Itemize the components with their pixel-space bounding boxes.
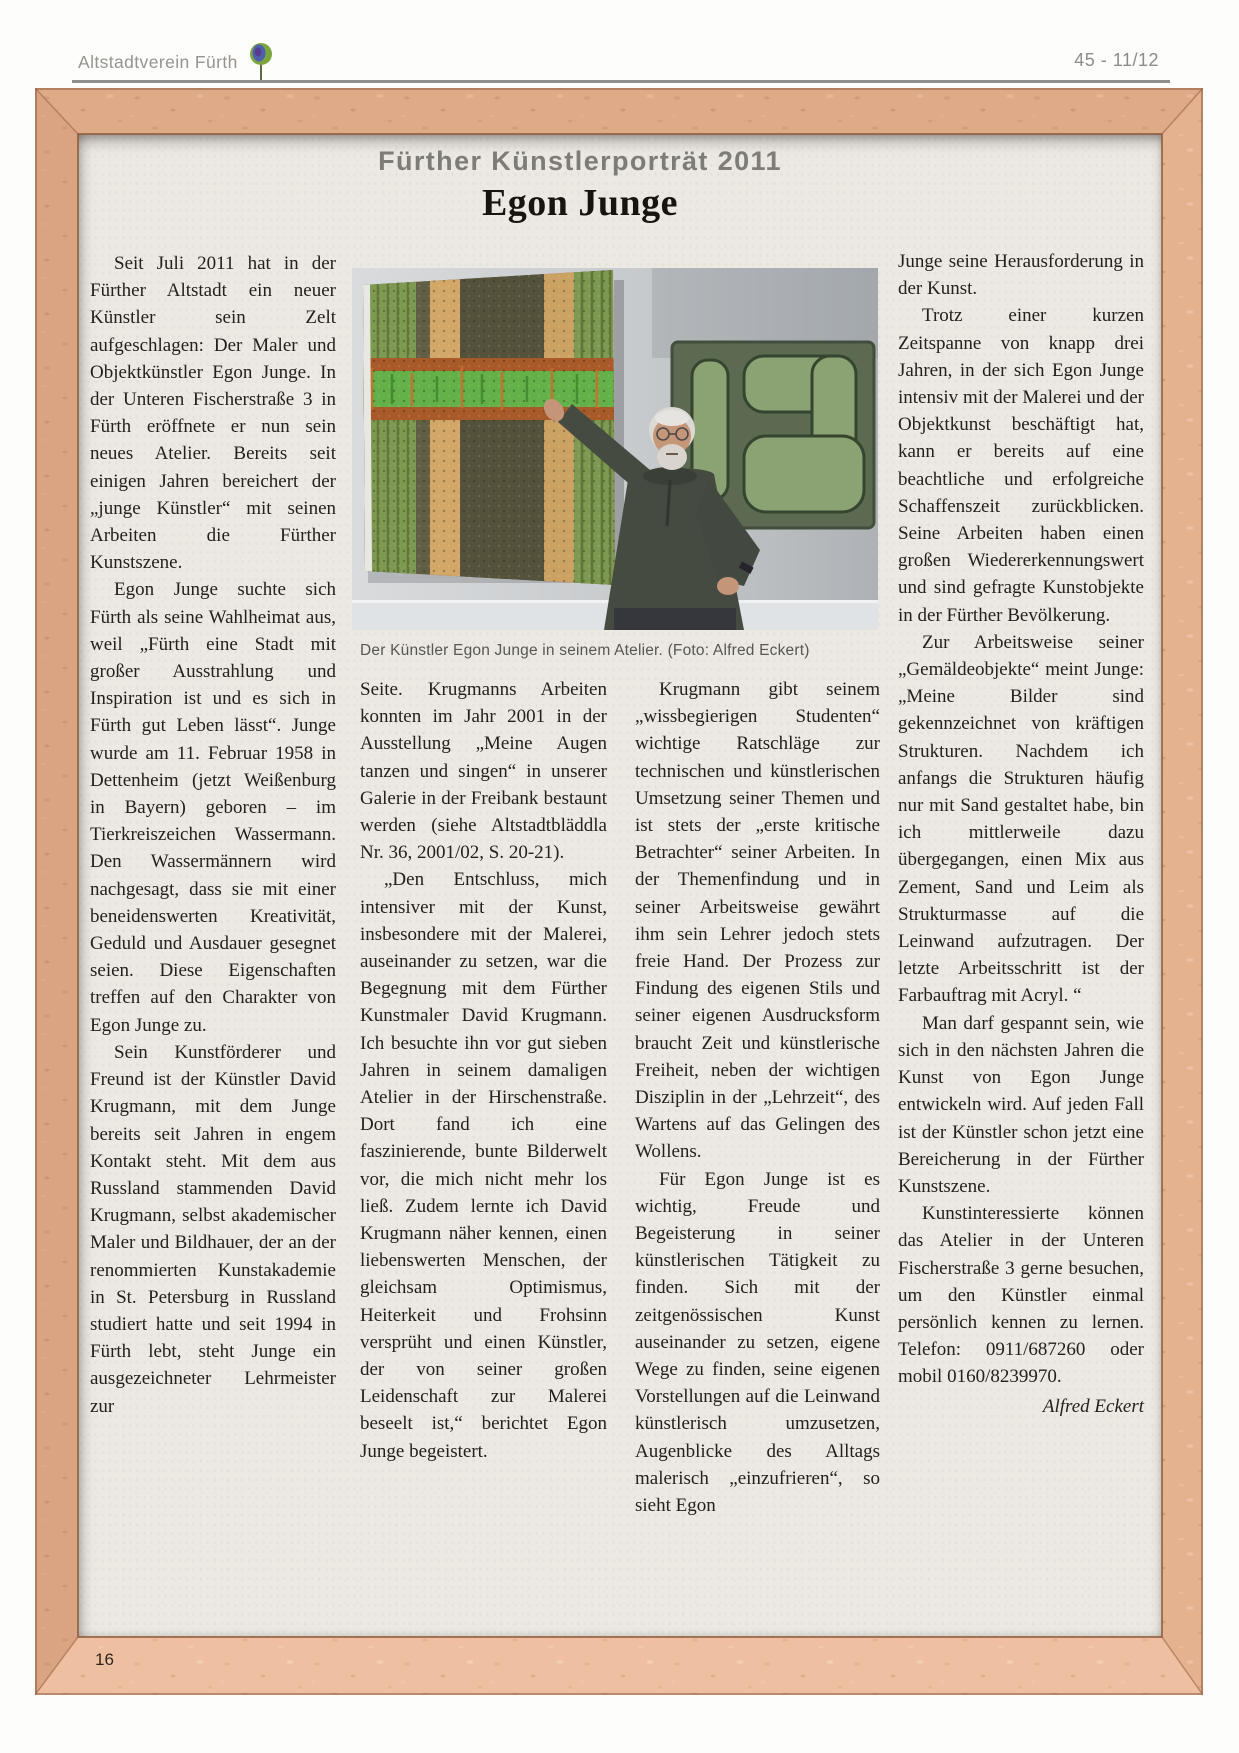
page-number: 16 [95,1650,114,1669]
article-kicker: Fürther Künstlerporträt 2011 [378,146,782,176]
column-4-paragraphs [898,248,1144,1391]
paragraph: Seite. Krugmanns Arbeiten konnten im Jahr 2001 in der Ausstellung „Meine Augen tanzen und singen“ in unserer Galerie in der Freibank bestaunt werden (siehe Altstadtbläddla Nr. 36, 2001/02, S. 20-21). [360,679,607,864]
paragraph: Trotz einer kurzen Zeitspanne von knapp drei Jahren, in der sich Egon Junge intensiv mit der Malerei und der Objektkunst beschäftigt hat, kann er bereits auf eine beachtliche und erfolgreiche Schaffenszeit zurückblicken. Seine Arbeiten haben einen großen Wiedererkennungswert und sind gefragte Kunstobjekte in der Fürther Bevölkerung. [898,305,1144,626]
column-1-paragraphs [90,250,336,1420]
article-column-2 [360,676,607,1465]
flower-logo-icon [246,40,276,84]
photo-caption: Der Künstler Egon Junge in seinem Atelier. (Foto: Alfred Eckert) [360,642,810,659]
article-photo [352,268,878,630]
article-headline: Egon Junge [481,182,679,224]
paragraph: Für Egon Junge ist es wichtig, Freude und Begeisterung in seiner künstlerischen Tätigkeit zu finden. Sich mit der zeitgenössischen Kunst auseinander zu setzen, eigene Wege zu finden, seine eigenen Vorstellungen auf die Leinwand künstlerisch umzusetzen, Augenblicke des Alltags malerisch „einzufrieren“, so sieht Egon [635,1168,880,1517]
column-3-paragraphs [635,676,880,1519]
paragraph: Man darf gespannt sein, wie sich in den nächsten Jahren die Kunst von Egon Junge entwickeln wird. Auf jeden Fall ist der Künstler schon jetzt eine Bereicherung in der Fürther Kunstszene. [898,1012,1144,1197]
paragraph: Egon Junge suchte sich Fürth als seine Wahlheimat aus, weil „Fürth eine Stadt mit großer Ausstrahlung und Inspiration ist und es sich in Fürth gut Leben lässt“. Junge wurde am 11. Februar 1958 in Dettenheim (jetzt Weißenburg in Bayern) geboren – im Tierkreiszeichen Wassermann. Den Wassermännern wird nachgesagt, dass sie mit einer beneidenswerten Kreativität, Geduld und Ausdauer gesegnet seien. Diese Eigenschaften treffen auf den Charakter von Egon Junge zu. [90,579,336,1036]
paragraph: Sein Kunstförderer und Freund ist der Künstler David Krugmann, mit dem Junge bereits seit Jahren in engem Kontakt steht. Mit dem aus Russland stammenden David Krugmann, selbst akademischer Maler und Bildhauer, der an der renommierten Kunstakademie in St. Petersburg in Russland studiert hatte und seit 1994 in Fürth lebt, steht Junge ein ausgezeichneter Lehrmeister zur [90,1041,336,1417]
paragraph: Seit Juli 2011 hat in der Fürther Altstadt ein neuer Künstler sein Zelt aufgeschlagen: Der Maler und Objektkünstler Egon Junge. In der Unteren Fischerstraße 3 in Fürth eröffnete er nun sein neues Atelier. Bereits seit einigen Jahren bereichert der „junge Künstler“ mit seinen Arbeiten die Fürther Kunstszene. [90,253,336,574]
author-signature: Alfred Eckert [1042,1395,1144,1417]
article-column-3 [635,676,880,1519]
article-column-4 [898,248,1144,1420]
article-column-1 [90,250,336,1420]
header-rule [72,80,1170,83]
paragraph: „Den Entschluss, mich intensiver mit der Kunst, insbesondere mit der Malerei, auseinander zu setzen, war die Begegnung mit dem Fürther Kunstmaler David Krugmann. Ich besuchte ihn vor gut sieben Jahren in seinem damaligen Atelier in der Hirschenstraße. Dort fand ich eine faszinierende, bunte Bilderwelt vor, die mich nicht mehr los ließ. Zudem lernte ich David Krugmann näher kennen, einen liebenswerten Menschen, der gleichsam Optimismus, Heiterkeit und Frohsinn versprüht und einen Künstler, der von seiner großen Leidenschaft zur Malerei beseelt ist,“ berichtet Egon Junge begeistert. [360,869,607,1462]
column-2-paragraphs [360,676,607,1465]
paragraph: Kunstinteressierte können das Atelier in der Unteren Fischerstraße 3 gerne besuchen, um den Künstler einmal persönlich kennen zu lernen. Telefon: 0911/687260 oder mobil 0160/8239970. [898,1203,1144,1388]
paragraph: Junge seine Herausforderung in der Kunst. [898,251,1144,300]
paragraph: Krugmann gibt seinem „wissbegierigen Studenten“ wichtige Ratschläge zur technischen und künstlerischen Umsetzung seiner Themen und ist stets der „erste kritische Betrachter“ seiner Arbeiten. In der Themenfindung und in seiner Arbeitsweise gewährt ihm sein Lehrer jedoch stets freie Hand. Der Prozess zur Findung des eigenen Stils und seiner eigenen Ausdrucksform braucht Zeit und künstlerische Freiheit, neben der wichtigen Disziplin in der „Lehrzeit“, des Wartens auf das Gelingen des Wollens. [635,679,880,1163]
header-issue-number: 45 - 11/12 [1074,50,1159,70]
paragraph: Zur Arbeitsweise seiner „Gemäldeobjekte“ meint Junge: „Meine Bilder sind gekennzeichnet von kräftigen Strukturen. Nachdem ich anfangs die Strukturen häufig nur mit Sand gestaltet habe, bin ich mittlerweile dazu übergegangen, einen Mix aus Zement, Sand und Leim als Strukturmasse auf die Leinwand aufzutragen. Der letzte Arbeitsschritt ist der Farbauftrag mit Acryl. “ [898,631,1144,1007]
header-publication-name: Altstadtverein Fürth [78,52,238,72]
